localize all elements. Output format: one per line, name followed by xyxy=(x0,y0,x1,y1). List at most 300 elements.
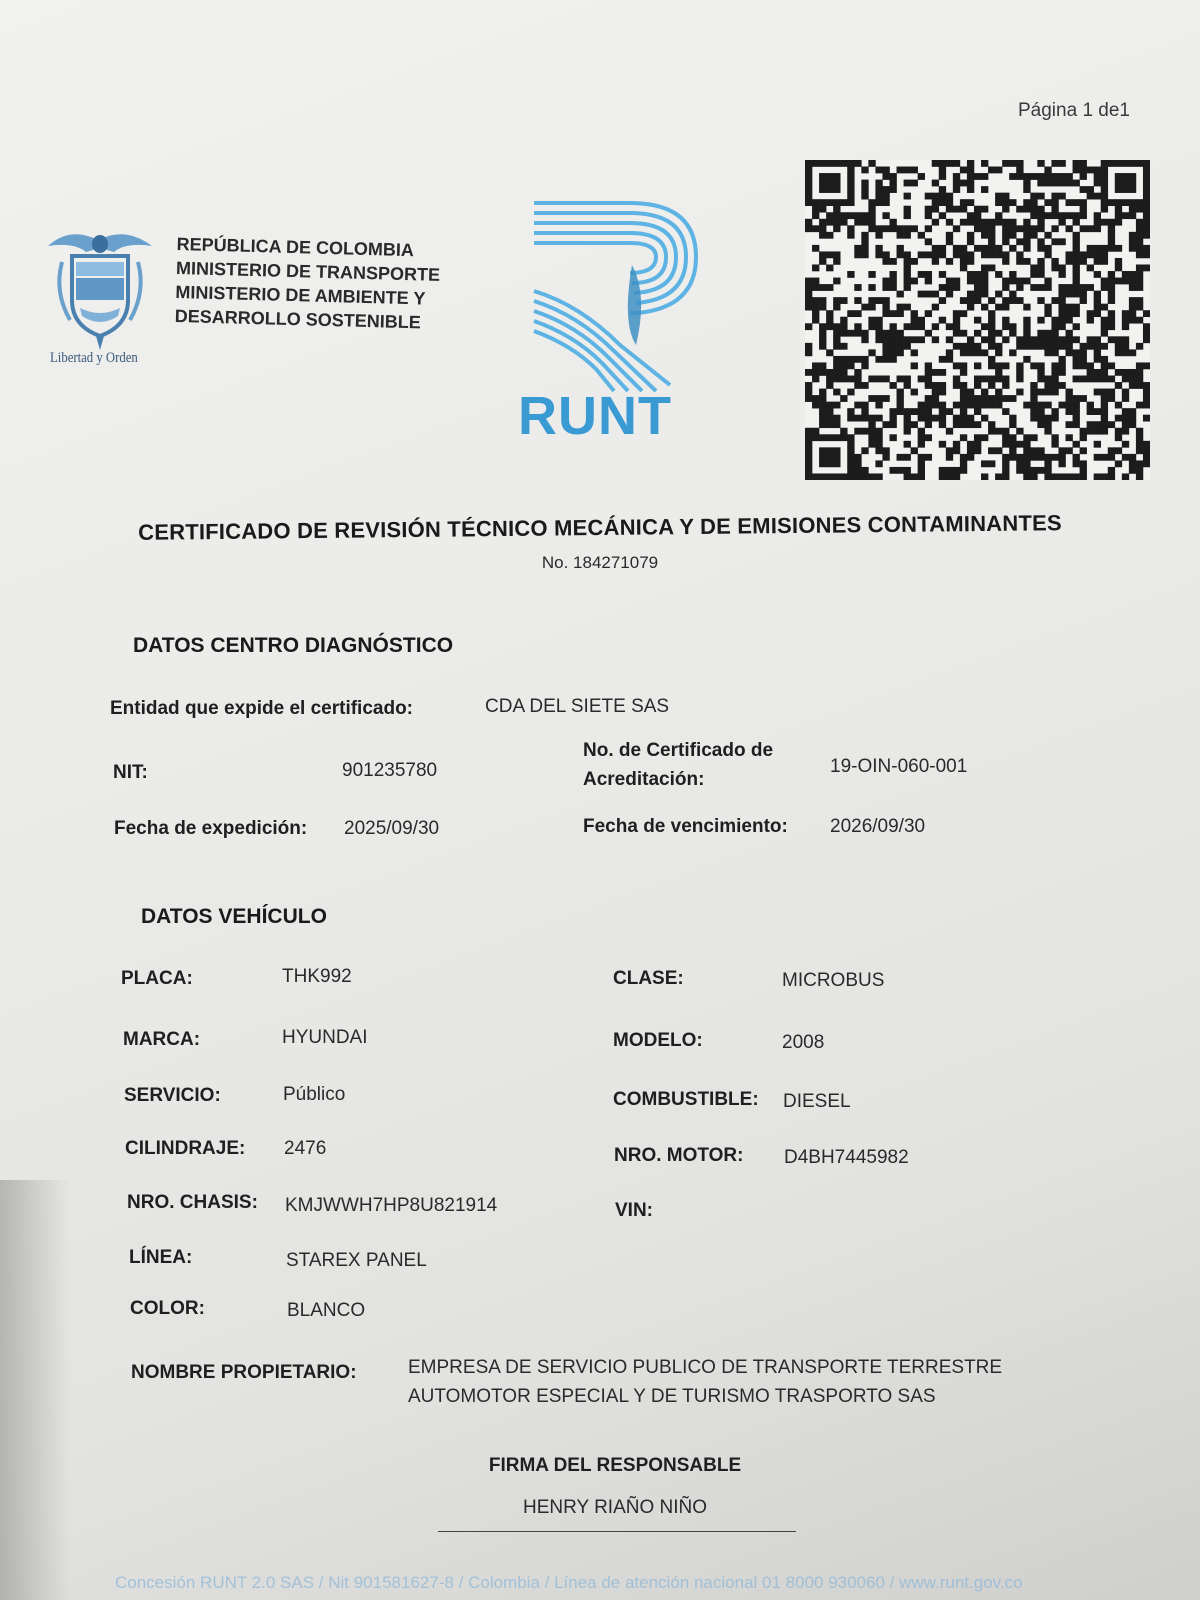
qr-module xyxy=(960,330,967,337)
qr-module xyxy=(939,245,946,252)
qr-module xyxy=(882,173,889,180)
qr-module xyxy=(960,310,967,317)
qr-module xyxy=(1058,297,1065,304)
qr-module xyxy=(1080,356,1087,363)
qr-module xyxy=(819,160,826,167)
qr-module xyxy=(946,278,953,285)
qr-module xyxy=(1037,454,1044,461)
qr-module xyxy=(1080,206,1087,213)
qr-module xyxy=(946,336,953,343)
qr-module xyxy=(854,454,861,461)
qr-module xyxy=(1129,304,1136,311)
qr-module xyxy=(946,291,953,298)
qr-module xyxy=(897,343,904,350)
qr-module xyxy=(1094,193,1101,200)
qr-module xyxy=(1051,323,1058,330)
qr-module xyxy=(854,160,861,167)
qr-module xyxy=(981,251,988,258)
qr-module xyxy=(1122,271,1129,278)
qr-module xyxy=(805,447,812,454)
qr-module xyxy=(805,454,812,461)
qr-module xyxy=(904,225,911,232)
qr-module xyxy=(805,343,812,350)
qr-module xyxy=(1115,245,1122,252)
qr-module xyxy=(840,219,847,226)
qr-module xyxy=(960,362,967,369)
qr-module xyxy=(1101,186,1108,193)
qr-module xyxy=(1030,336,1037,343)
qr-module xyxy=(868,160,875,167)
qr-module xyxy=(1101,428,1108,435)
qr-module xyxy=(967,173,974,180)
qr-module xyxy=(981,415,988,422)
qr-module xyxy=(1143,389,1150,396)
qr-module xyxy=(826,408,833,415)
qr-module xyxy=(819,225,826,232)
qr-module xyxy=(904,323,911,330)
qr-module xyxy=(1122,389,1129,396)
qr-module xyxy=(875,395,882,402)
qr-module xyxy=(953,284,960,291)
qr-module xyxy=(932,389,939,396)
qr-module xyxy=(1101,356,1108,363)
qr-module xyxy=(840,356,847,363)
qr-module xyxy=(812,160,819,167)
qr-module xyxy=(953,330,960,337)
qr-module xyxy=(1058,271,1065,278)
qr-module xyxy=(1023,441,1030,448)
qr-module xyxy=(1002,395,1009,402)
qr-module xyxy=(1087,245,1094,252)
modelo-value: 2008 xyxy=(782,1032,825,1053)
qr-module xyxy=(953,310,960,317)
qr-module xyxy=(897,454,904,461)
qr-module xyxy=(1066,343,1073,350)
qr-module xyxy=(995,199,1002,206)
qr-module xyxy=(1108,271,1115,278)
qr-module xyxy=(1143,264,1150,271)
vin-label: VIN: xyxy=(615,1200,653,1221)
qr-module xyxy=(981,402,988,409)
qr-module xyxy=(840,160,847,167)
qr-module xyxy=(1066,317,1073,324)
qr-module xyxy=(812,473,819,480)
qr-module xyxy=(946,447,953,454)
qr-module xyxy=(889,323,896,330)
qr-module xyxy=(1073,160,1080,167)
qr-module xyxy=(1094,336,1101,343)
qr-module xyxy=(1009,330,1016,337)
qr-module xyxy=(953,473,960,480)
qr-module xyxy=(826,212,833,219)
qr-module xyxy=(960,460,967,467)
qr-module xyxy=(974,421,981,428)
qr-module xyxy=(946,323,953,330)
qr-module xyxy=(1044,402,1051,409)
qr-module xyxy=(946,193,953,200)
qr-module xyxy=(953,382,960,389)
qr-module xyxy=(1115,460,1122,467)
qr-module xyxy=(1115,415,1122,422)
qr-module xyxy=(904,336,911,343)
qr-module xyxy=(1108,297,1115,304)
qr-module xyxy=(1129,421,1136,428)
qr-module xyxy=(904,408,911,415)
qr-module xyxy=(1108,291,1115,298)
qr-module xyxy=(1009,454,1016,461)
qr-module xyxy=(812,304,819,311)
qr-module xyxy=(805,297,812,304)
qr-module xyxy=(882,447,889,454)
clase-label: CLASE: xyxy=(613,968,684,989)
qr-module xyxy=(1009,297,1016,304)
qr-module xyxy=(805,441,812,448)
qr-module xyxy=(946,467,953,474)
qr-module xyxy=(1115,199,1122,206)
qr-module xyxy=(868,284,875,291)
qr-module xyxy=(840,376,847,383)
qr-module xyxy=(925,415,932,422)
propietario-value xyxy=(408,1353,1002,1411)
qr-module xyxy=(819,369,826,376)
qr-module xyxy=(911,362,918,369)
qr-module xyxy=(1122,408,1129,415)
qr-module xyxy=(995,395,1002,402)
qr-module xyxy=(946,349,953,356)
qr-module xyxy=(1087,336,1094,343)
qr-module xyxy=(1030,382,1037,389)
qr-module xyxy=(967,395,974,402)
qr-module xyxy=(988,264,995,271)
qr-module xyxy=(1087,421,1094,428)
qr-module xyxy=(1030,467,1037,474)
qr-module xyxy=(1030,343,1037,350)
qr-module xyxy=(946,284,953,291)
qr-module xyxy=(967,349,974,356)
qr-module xyxy=(988,317,995,324)
qr-module xyxy=(1143,219,1150,226)
qr-module xyxy=(1030,454,1037,461)
qr-module xyxy=(805,460,812,467)
qr-module xyxy=(1136,232,1143,239)
qr-module xyxy=(946,238,953,245)
qr-module xyxy=(875,460,882,467)
qr-module xyxy=(847,473,854,480)
qr-module xyxy=(1101,389,1108,396)
qr-module xyxy=(875,323,882,330)
qr-module xyxy=(1080,186,1087,193)
qr-module xyxy=(1094,389,1101,396)
qr-module xyxy=(1080,473,1087,480)
qr-module xyxy=(1136,251,1143,258)
qr-module xyxy=(826,160,833,167)
qr-module xyxy=(1051,382,1058,389)
qr-module xyxy=(812,297,819,304)
qr-module xyxy=(1051,199,1058,206)
qr-module xyxy=(932,291,939,298)
certificate-number: No. 184271079 xyxy=(541,553,659,572)
qr-module xyxy=(1066,212,1073,219)
page-shadow xyxy=(0,1180,70,1600)
qr-module xyxy=(1087,317,1094,324)
qr-module xyxy=(1051,206,1058,213)
qr-module xyxy=(939,473,946,480)
qr-module xyxy=(1080,395,1087,402)
qr-module xyxy=(939,167,946,174)
qr-module xyxy=(847,180,854,187)
qr-module xyxy=(981,271,988,278)
qr-module xyxy=(889,467,896,474)
qr-module xyxy=(875,317,882,324)
qr-module xyxy=(1073,284,1080,291)
qr-module xyxy=(805,199,812,206)
qr-module xyxy=(1129,284,1136,291)
qr-module xyxy=(833,160,840,167)
qr-module xyxy=(981,232,988,239)
qr-module xyxy=(805,180,812,187)
qr-module xyxy=(833,258,840,265)
qr-module xyxy=(1030,225,1037,232)
motor-value: D4BH7445982 xyxy=(784,1147,909,1168)
qr-module xyxy=(840,199,847,206)
qr-module xyxy=(1136,297,1143,304)
qr-module xyxy=(1143,454,1150,461)
qr-module xyxy=(995,362,1002,369)
qr-module xyxy=(868,219,875,226)
qr-module xyxy=(1016,206,1023,213)
qr-module xyxy=(981,434,988,441)
qr-module xyxy=(1115,212,1122,219)
qr-module xyxy=(1080,199,1087,206)
qr-module xyxy=(1037,297,1044,304)
qr-module xyxy=(897,389,904,396)
qr-module xyxy=(854,382,861,389)
qr-module xyxy=(1051,297,1058,304)
qr-module xyxy=(1009,415,1016,422)
qr-module xyxy=(981,264,988,271)
qr-module xyxy=(1143,193,1150,200)
qr-module xyxy=(854,284,861,291)
qr-module xyxy=(1058,336,1065,343)
qr-module xyxy=(946,408,953,415)
qr-module xyxy=(1037,369,1044,376)
qr-module xyxy=(1101,369,1108,376)
qr-module xyxy=(875,193,882,200)
qr-module xyxy=(932,199,939,206)
signature-line xyxy=(438,1531,796,1532)
qr-module xyxy=(882,454,889,461)
qr-module xyxy=(847,167,854,174)
qr-module xyxy=(805,225,812,232)
qr-module xyxy=(868,225,875,232)
qr-module xyxy=(995,447,1002,454)
qr-module xyxy=(1051,330,1058,337)
qr-module xyxy=(861,415,868,422)
qr-module xyxy=(1009,219,1016,226)
qr-module xyxy=(889,382,896,389)
qr-module xyxy=(826,402,833,409)
qr-module xyxy=(840,428,847,435)
qr-module xyxy=(988,460,995,467)
qr-module xyxy=(882,304,889,311)
qr-module xyxy=(995,212,1002,219)
qr-module xyxy=(833,323,840,330)
acreditacion-label-line: Acreditación: xyxy=(583,769,705,790)
qr-module xyxy=(1087,167,1094,174)
qr-module xyxy=(946,258,953,265)
qr-module xyxy=(861,180,868,187)
qr-module xyxy=(819,336,826,343)
entidad-label: Entidad que expide el certificado: xyxy=(110,698,414,719)
qr-module xyxy=(1023,258,1030,265)
qr-module xyxy=(1108,199,1115,206)
qr-module xyxy=(1136,473,1143,480)
qr-module xyxy=(988,245,995,252)
qr-module xyxy=(833,330,840,337)
qr-module xyxy=(854,460,861,467)
qr-module xyxy=(847,193,854,200)
qr-module xyxy=(1016,167,1023,174)
qr-module xyxy=(1016,460,1023,467)
qr-module xyxy=(826,180,833,187)
qr-module xyxy=(1094,343,1101,350)
qr-module xyxy=(1087,343,1094,350)
qr-module xyxy=(1030,415,1037,422)
qr-module xyxy=(1058,238,1065,245)
qr-module xyxy=(1044,199,1051,206)
qr-module xyxy=(1136,376,1143,383)
color-value: BLANCO xyxy=(287,1300,366,1321)
qr-module xyxy=(882,310,889,317)
qr-module xyxy=(1129,382,1136,389)
qr-module xyxy=(918,317,925,324)
qr-module xyxy=(1009,441,1016,448)
qr-module xyxy=(932,193,939,200)
qr-module xyxy=(1058,382,1065,389)
qr-module xyxy=(1087,428,1094,435)
qr-module xyxy=(960,454,967,461)
qr-module xyxy=(840,473,847,480)
qr-module xyxy=(875,441,882,448)
qr-module xyxy=(1051,264,1058,271)
qr-module xyxy=(1002,160,1009,167)
linea-label: LÍNEA: xyxy=(129,1247,193,1268)
qr-module xyxy=(981,389,988,396)
qr-module xyxy=(981,219,988,226)
qr-module xyxy=(1002,441,1009,448)
qr-module xyxy=(1136,278,1143,285)
qr-module xyxy=(904,473,911,480)
qr-module xyxy=(1143,415,1150,422)
qr-module xyxy=(960,258,967,265)
qr-module xyxy=(833,212,840,219)
qr-module xyxy=(911,317,918,324)
qr-module xyxy=(1108,389,1115,396)
qr-module xyxy=(1002,460,1009,467)
qr-module xyxy=(1108,284,1115,291)
qr-module xyxy=(840,317,847,324)
qr-module xyxy=(1087,362,1094,369)
qr-module xyxy=(1002,467,1009,474)
qr-module xyxy=(960,389,967,396)
qr-module xyxy=(805,186,812,193)
qr-module xyxy=(1115,428,1122,435)
qr-module xyxy=(960,434,967,441)
qr-module xyxy=(889,330,896,337)
qr-module xyxy=(1087,284,1094,291)
qr-module xyxy=(812,428,819,435)
qr-module xyxy=(1051,225,1058,232)
qr-module xyxy=(918,376,925,383)
qr-module xyxy=(875,251,882,258)
qr-module xyxy=(805,382,812,389)
qr-module xyxy=(918,323,925,330)
qr-module xyxy=(960,415,967,422)
qr-module xyxy=(897,225,904,232)
qr-module xyxy=(1066,310,1073,317)
qr-module xyxy=(1094,356,1101,363)
qr-module xyxy=(960,206,967,213)
qr-module xyxy=(1136,362,1143,369)
qr-module xyxy=(988,251,995,258)
qr-module xyxy=(1058,291,1065,298)
qr-module xyxy=(953,402,960,409)
qr-module xyxy=(1136,447,1143,454)
qr-module xyxy=(833,225,840,232)
qr-module xyxy=(1023,225,1030,232)
qr-module xyxy=(960,382,967,389)
qr-module xyxy=(897,336,904,343)
qr-module xyxy=(847,186,854,193)
qr-module xyxy=(833,219,840,226)
qr-module xyxy=(1002,225,1009,232)
qr-module xyxy=(1030,434,1037,441)
qr-module xyxy=(1051,173,1058,180)
qr-module xyxy=(889,415,896,422)
qr-module xyxy=(1066,421,1073,428)
qr-module xyxy=(932,258,939,265)
qr-module xyxy=(1129,180,1136,187)
qr-module xyxy=(918,402,925,409)
qr-module xyxy=(1101,376,1108,383)
qr-module xyxy=(967,421,974,428)
qr-module xyxy=(833,434,840,441)
qr-module xyxy=(911,323,918,330)
qr-module xyxy=(925,271,932,278)
qr-module xyxy=(1037,160,1044,167)
qr-module xyxy=(1037,271,1044,278)
qr-module xyxy=(911,349,918,356)
qr-module xyxy=(995,219,1002,226)
qr-module xyxy=(1002,382,1009,389)
qr-module xyxy=(1108,473,1115,480)
qr-module xyxy=(826,454,833,461)
qr-module xyxy=(812,317,819,324)
qr-module xyxy=(819,447,826,454)
qr-module xyxy=(1016,297,1023,304)
qr-module xyxy=(1009,291,1016,298)
qr-module xyxy=(1101,473,1108,480)
qr-module xyxy=(1087,369,1094,376)
qr-module xyxy=(1143,447,1150,454)
qr-module xyxy=(1108,447,1115,454)
qr-module xyxy=(875,297,882,304)
qr-module xyxy=(1066,402,1073,409)
qr-module xyxy=(1129,206,1136,213)
qr-module xyxy=(1002,454,1009,461)
qr-module xyxy=(1009,160,1016,167)
qr-module xyxy=(840,362,847,369)
